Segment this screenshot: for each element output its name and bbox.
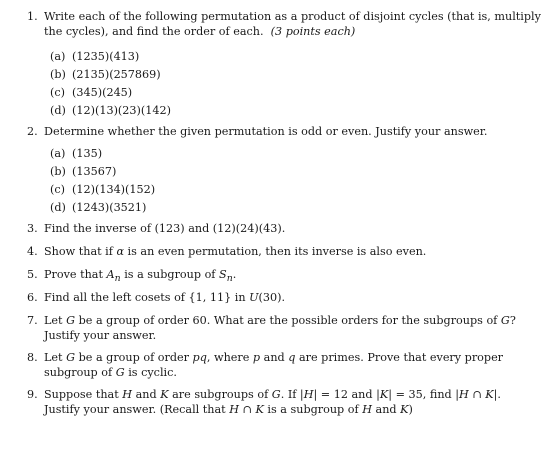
list-item: (c) (12)(134)(152) — [50, 183, 156, 196]
question-number: 3. — [27, 222, 38, 235]
question-text — [44, 125, 488, 140]
question-text — [44, 245, 464, 260]
question-text — [44, 222, 464, 237]
list-item: (d) (12)(13)(23)(142) — [50, 104, 171, 117]
question-number: 9. — [27, 388, 38, 401]
question-number: 5. — [27, 268, 38, 281]
question-text — [44, 268, 464, 287]
points-note: (3 points each) — [270, 24, 356, 38]
list-item: (c) (345)(245) — [50, 86, 133, 99]
question-number: 2. — [27, 125, 38, 138]
list-item: (b) (2135)(257869) — [50, 68, 161, 81]
question-line: Justify your answer. (Recall that H ∩ K is a subgroup of H and K) — [44, 402, 413, 416]
question-line: Prove that $A_n$ is a subgroup of $S_n$. — [44, 268, 237, 285]
question-number: 4. — [27, 245, 38, 258]
list-item: (d) (1243)(3521) — [50, 201, 147, 214]
question-number: 8. — [27, 351, 38, 364]
list-item: (a) (135) — [50, 147, 103, 160]
question-line: Suppose that H and K are subgroups of G. If |H| = 12 and |K| = 35, find |H ∩ K|. — [44, 388, 501, 401]
list-item: (a) (1235)(413) — [50, 50, 140, 63]
question-line: subgroup of G is cyclic. — [44, 365, 177, 379]
question-line: Let G be a group of order 60. What are the possible orders for the subgroups of G? — [44, 314, 516, 327]
question-line: Find all the left cosets of {1, 11} in U(30). — [44, 291, 286, 304]
question-line: Find the inverse of (123) and (12)(24)(43). — [44, 222, 286, 235]
question-line: Show that if α is an even permutation, then its inverse is also even. — [44, 245, 427, 258]
question-text — [44, 388, 501, 417]
question-text — [44, 314, 516, 343]
question-text — [44, 351, 504, 380]
question-number: 7. — [27, 314, 38, 327]
question-line: Let G be a group of order pq, where p and q are primes. Prove that every proper — [44, 351, 504, 364]
question-number: 6. — [27, 291, 38, 304]
question-line: Justify your answer. — [44, 328, 157, 342]
question-line: the cycles), and find the order of each. (3 points each) — [44, 24, 356, 38]
question-number: 1. — [27, 10, 38, 23]
question-line: Determine whether the given permutation is odd or even. Justify your answer. — [44, 125, 488, 138]
question-line: Write each of the following permutation as a product of disjoint cycles (that is, multiply — [44, 10, 541, 23]
question-text — [44, 291, 464, 306]
question-text — [44, 10, 541, 39]
list-item: (b) (13567) — [50, 165, 117, 178]
